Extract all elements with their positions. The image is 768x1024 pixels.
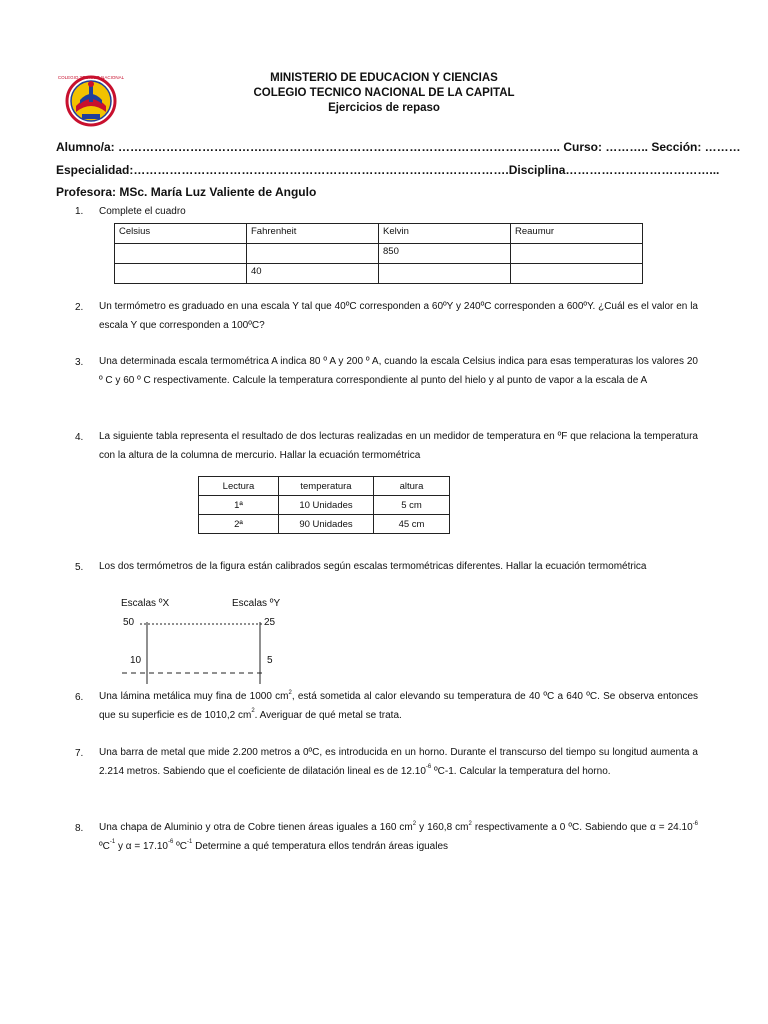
question-number: 5. bbox=[75, 562, 84, 573]
worksheet-title: Ejercicios de repaso bbox=[328, 102, 440, 114]
table-cell: 40 bbox=[247, 264, 379, 284]
question-number: 3. bbox=[75, 357, 84, 368]
table-row bbox=[115, 244, 643, 264]
table-cell: 90 Unidades bbox=[279, 515, 374, 534]
table-header-cell: Reaumur bbox=[511, 224, 643, 244]
question-8-text: Una chapa de Aluminio y otra de Cobre tienen áreas iguales a 160 $cm^2$ y 160,8 $cm^2$ respectivamente a 0 ºC. Sabiendo que $\alpha = 24.10^{-6}$ ºC$^{-1}$ y $\alpha = 17.10^{-6}$ ºC$^{-1}$ Determine a qué temperatura ellos tendrán áreas iguales bbox=[99, 820, 698, 852]
readings-table bbox=[198, 476, 450, 534]
question-1-text: Complete el cuadro bbox=[99, 206, 186, 217]
scale-x-label: Escalas ºX bbox=[121, 598, 170, 609]
table-cell[interactable] bbox=[115, 244, 247, 264]
thermometer-lines bbox=[118, 594, 298, 684]
table-header-cell: temperatura bbox=[279, 477, 374, 496]
table-cell[interactable] bbox=[115, 264, 247, 284]
alumno-field[interactable]: Alumno/a: ……………………………….……………………………………………………………….. Curso: ……….. Sección: ……… bbox=[56, 140, 741, 154]
document-header bbox=[0, 71, 768, 116]
table-header-row bbox=[199, 477, 450, 496]
table-cell: 45 cm bbox=[374, 515, 450, 534]
logo-ring-text: COLEGIO TECNICO NACIONAL bbox=[57, 75, 125, 80]
especialidad-field[interactable]: Especialidad:………………………………………………………………………………….Disciplina………………………………... bbox=[56, 163, 720, 177]
question-number: 1. bbox=[75, 206, 84, 217]
school-title: COLEGIO TECNICO NACIONAL DE LA CAPITAL bbox=[253, 87, 515, 99]
scale-x-bottom-value: 10 bbox=[130, 655, 142, 666]
question-number: 2. bbox=[75, 302, 84, 313]
table-row bbox=[199, 515, 450, 534]
question-4-text: La siguiente tabla representa el resultado de dos lecturas realizadas en un medidor de temperatura en ºF que relaciona la temperatura con la altura de la columna de mercurio. Hallar la ecuación termométrica bbox=[99, 431, 698, 461]
question-number: 4. bbox=[75, 432, 84, 443]
table-cell: 1ª bbox=[199, 496, 279, 515]
question-3-text: Una determinada escala termométrica A indica 80 º A y 200 º A, cuando la escala Celsius indica para esas temperaturas los valores 20 º C y 60 º C respectivamente. Calcule la temperatura correspondiente al punto del hielo y al punto de vapor a la escala de A bbox=[99, 356, 698, 386]
table-cell: 5 cm bbox=[374, 496, 450, 515]
question-6-text: Una lámina metálica muy fina de 1000 $cm^2$, está sometida al calor elevando su temperatura de 40 ºC a 640 ºC. Se observa entonces que su superficie es de 1010,2 $cm^2$. Averiguar de qué metal se trata. bbox=[99, 689, 699, 721]
scale-y-bottom-value: 5 bbox=[267, 655, 273, 666]
table-header-cell: altura bbox=[374, 477, 450, 496]
scale-y-label: Escalas ºY bbox=[232, 598, 281, 609]
table-cell[interactable] bbox=[247, 244, 379, 264]
profesora-line: Profesora: MSc. María Luz Valiente de Angulo bbox=[56, 185, 317, 199]
thermometers-figure bbox=[118, 594, 298, 684]
table-header-cell: Celsius bbox=[115, 224, 247, 244]
question-7-text: Una barra de metal que mide 2.200 metros a 0ºC, es introducida en un horno. Durante el transcurso del tiempo su longitud aumenta a 2.214 metros. Sabiendo que el coeficiente de dilatación lineal es de $12.10^{-6}$ ºC-1. Calcular la temperatura del horno. bbox=[99, 747, 698, 777]
table-header-cell: Fahrenheit bbox=[247, 224, 379, 244]
question-5-text: Los dos termómetros de la figura están calibrados según escalas termométricas diferentes. Hallar la ecuación termométrica bbox=[99, 561, 647, 572]
question-number: 8. bbox=[75, 823, 84, 834]
table-cell[interactable] bbox=[511, 244, 643, 264]
table-row bbox=[115, 264, 643, 284]
table-cell[interactable] bbox=[379, 264, 511, 284]
temperature-scales-table bbox=[114, 223, 643, 284]
table-row bbox=[199, 496, 450, 515]
table-header-row bbox=[115, 224, 643, 244]
question-number: 6. bbox=[75, 692, 84, 703]
ministry-title: MINISTERIO DE EDUCACION Y CIENCIAS bbox=[270, 72, 498, 84]
table-header-cell: Lectura bbox=[199, 477, 279, 496]
table-cell: 850 bbox=[379, 244, 511, 264]
table-header-cell: Kelvin bbox=[379, 224, 511, 244]
table-cell: 10 Unidades bbox=[279, 496, 374, 515]
table-cell[interactable] bbox=[511, 264, 643, 284]
question-number: 7. bbox=[75, 748, 84, 759]
table-cell: 2ª bbox=[199, 515, 279, 534]
scale-x-top-value: 50 bbox=[123, 617, 135, 628]
scale-y-top-value: 25 bbox=[264, 617, 276, 628]
question-2-text: Un termómetro es graduado en una escala Y tal que 40ºC corresponden a 60ºY y 240ºC corresponden a 600ºY. ¿Cuál es el valor en la escala Y que corresponden a 100ºC? bbox=[99, 301, 698, 331]
